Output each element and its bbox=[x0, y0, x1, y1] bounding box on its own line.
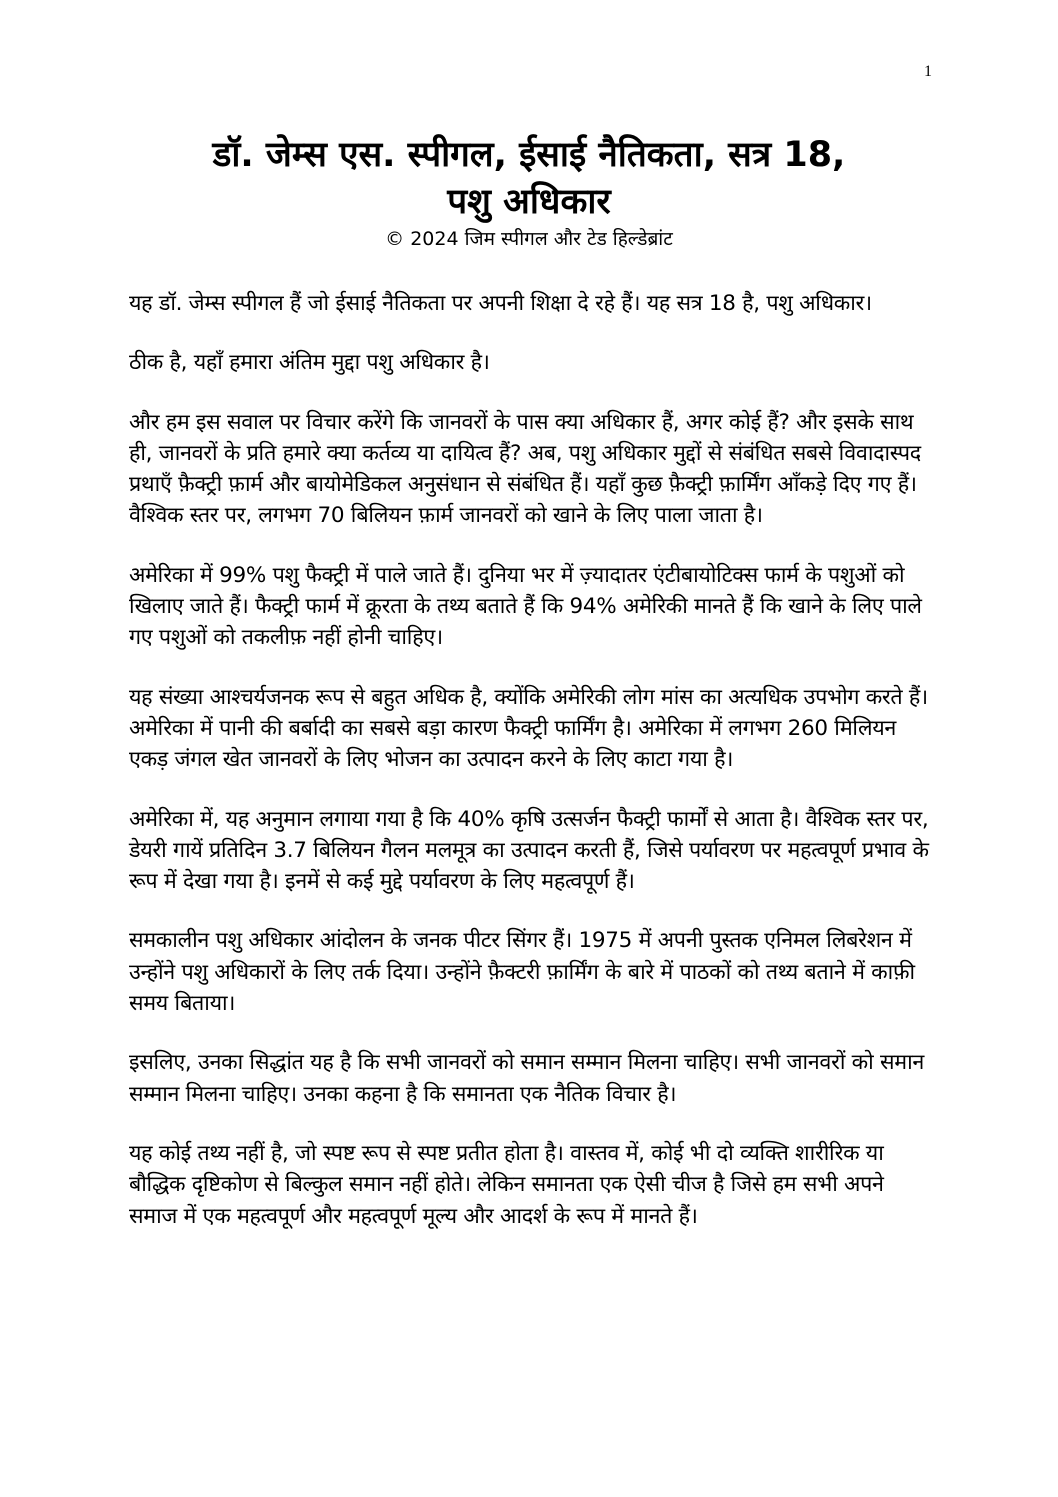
copyright-notice: © 2024 जिम स्पीगल और टेड हिल्डेब्रांट bbox=[385, 228, 673, 250]
paragraph-5: यह संख्या आश्चर्यजनक रूप से बहुत अधिक है, क्योंकि अमेरिकी लोग मांस का अत्यधिक उपभोग करते हैं। अमेरिका में पानी की बर्बादी का सबसे बड़ा कारण फैक्ट्री फार्मिंग है। अमेरिका में लगभग 260 मिलियन एकड़ जंगल खेत जानवरों के लिए भोजन का उत्पादन करने के लिए काटा गया है। bbox=[129, 684, 928, 773]
transcript-body bbox=[129, 288, 929, 1260]
paragraph-7: समकालीन पशु अधिकार आंदोलन के जनक पीटर सिंगर हैं। 1975 में अपनी पुस्तक एनिमल लिबरेशन में उन्होंने पशु अधिकारों के लिए तर्क दिया। उन्होंने फ़ैक्टरी फ़ार्मिंग के बारे में पाठकों को तथ्य बताने में काफ़ी समय बिताया। bbox=[129, 928, 915, 1017]
paragraph-2: ठीक है, यहाँ हमारा अंतिम मुद्दा पशु अधिकार है। bbox=[129, 350, 490, 376]
paragraph-3: और हम इस सवाल पर विचार करेंगे कि जानवरों के पास क्या अधिकार हैं, अगर कोई हैं? और इसके साथ ही, जानवरों के प्रति हमारे क्या कर्तव्य या दायित्व हैं? अब, पशु अधिकार मुद्दों से संबंधित सबसे विवादास्पद प्रथाएँ फ़ैक्ट्री फ़ार्म और बायोमेडिकल अनुसंधान से संबंधित हैं। यहाँ कुछ फ़ैक्ट्री फ़ार्मिंग आँकड़े दिए गए हैं। वैश्विक स्तर पर, लगभग 70 बिलियन फ़ार्म जानवरों को खाने के लिए पाला जाता है। bbox=[129, 409, 921, 529]
page-number: 1 bbox=[924, 63, 932, 80]
paragraph-9: यह कोई तथ्य नहीं है, जो स्पष्ट रूप से स्पष्ट प्रतीत होता है। वास्तव में, कोई भी दो व्यक्ति शारीरिक या बौद्धिक दृष्टिकोण से बिल्कुल समान नहीं होते। लेकिन समानता एक ऐसी चीज है जिसे हम सभी अपने समाज में एक महत्वपूर्ण और महत्वपूर्ण मूल्य और आदर्श के रूप में मानते हैं। bbox=[129, 1140, 884, 1229]
document-title bbox=[130, 132, 928, 226]
title-line-1: डॉ. जेम्स एस. स्पीगल, ईसाई नैतिकता, सत्र 18, bbox=[212, 135, 846, 175]
paragraph-6: अमेरिका में, यह अनुमान लगाया गया है कि 40% कृषि उत्सर्जन फैक्ट्री फार्मों से आता है। वैश्विक स्तर पर, डेयरी गायें प्रतिदिन 3.7 बिलियन गैलन मलमूत्र का उत्पादन करती हैं, जिसे पर्यावरण पर महत्वपूर्ण प्रभाव के रूप में देखा गया है। इनमें से कई मुद्दे पर्यावरण के लिए महत्वपूर्ण हैं। bbox=[129, 806, 929, 895]
title-block bbox=[130, 132, 928, 252]
paragraph-8: इसलिए, उनका सिद्धांत यह है कि सभी जानवरों को समान सम्मान मिलना चाहिए। सभी जानवरों को समान सम्मान मिलना चाहिए। उनका कहना है कि समानता एक नैतिक विचार है। bbox=[129, 1050, 924, 1107]
paragraph-1: यह डॉ. जेम्स स्पीगल हैं जो ईसाई नैतिकता पर अपनी शिक्षा दे रहे हैं। यह सत्र 18 है, पशु अधिकार। bbox=[129, 291, 872, 316]
title-line-2: पशु अधिकार bbox=[447, 182, 611, 222]
paragraph-4: अमेरिका में 99% पशु फैक्ट्री में पाले जाते हैं। दुनिया भर में ज़्यादातर एंटीबायोटिक्स फार्म के पशुओं को खिलाए जाते हैं। फैक्ट्री फार्म में क्रूरता के तथ्य बताते हैं कि 94% अमेरिकी मानते हैं कि खाने के लिए पाले गए पशुओं को तकलीफ़ नहीं होनी चाहिए। bbox=[129, 562, 922, 651]
